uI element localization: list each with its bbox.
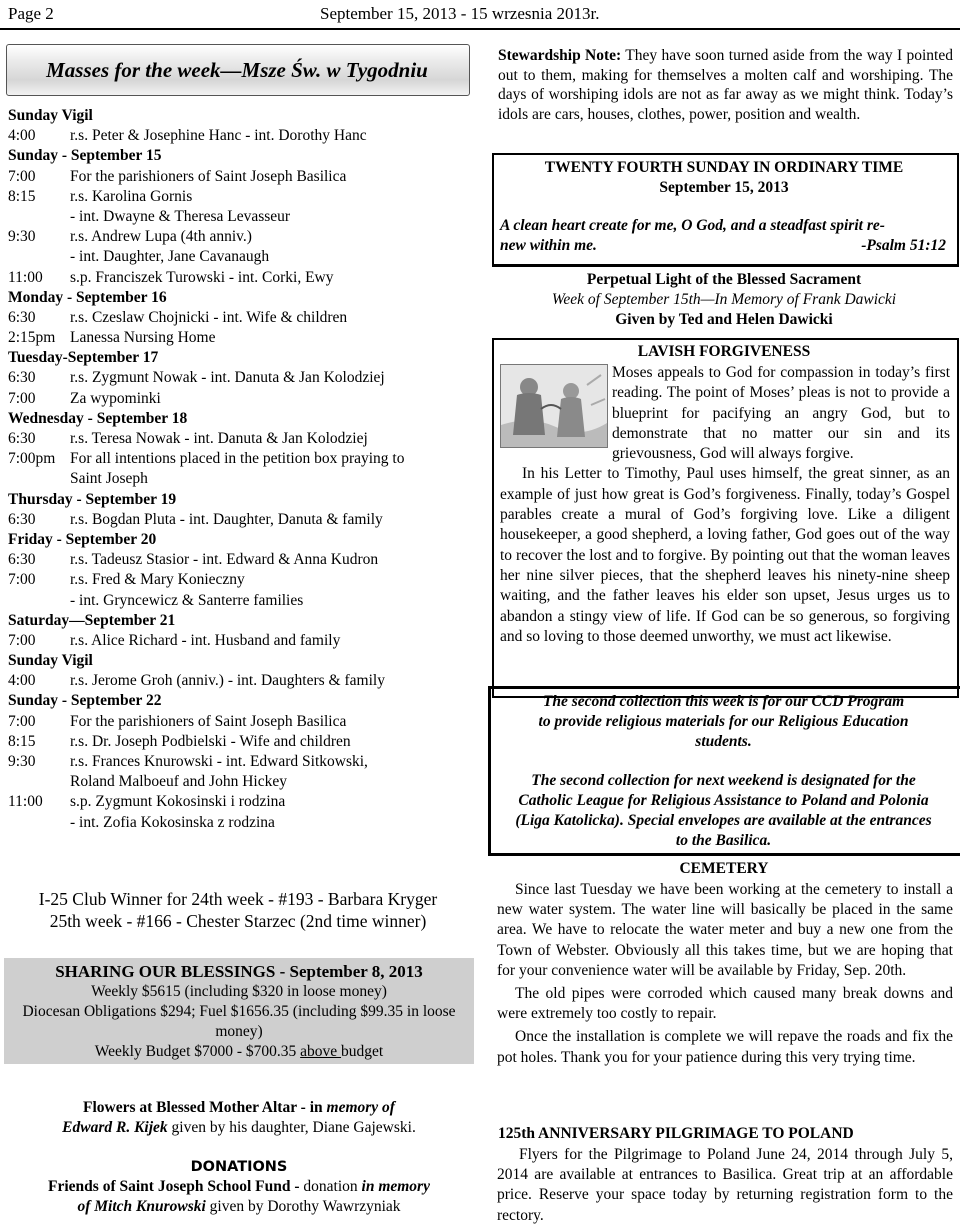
mass-time: 6:30 — [8, 551, 36, 569]
stewardship-label: Stewardship Note: — [498, 47, 622, 64]
header-rule — [0, 28, 960, 30]
flowers-name: Edward R. Kijek — [62, 1119, 168, 1136]
mass-time: 6:30 — [8, 369, 36, 387]
mass-intention: For the parishioners of Saint Joseph Basilica — [70, 712, 347, 730]
mass-intention: r.s. Dr. Joseph Podbielski - Wife and children — [70, 732, 351, 750]
mass-intention-continued: Saint Joseph — [70, 470, 148, 488]
psalm-line-1: A clean heart create for me, O God, and a steadfast spirit re- — [500, 217, 885, 234]
day-heading: Saturday—September 21 — [8, 611, 176, 629]
cemetery-paragraph-2: The old pipes were corroded which caused many break downs and were extremely too costly to repair. — [497, 985, 953, 1023]
donations-giver: given by Dorothy Wawrzyniak — [205, 1198, 401, 1215]
mass-intention-continued: - int. Zofia Kokosinska z rodzina — [70, 813, 275, 831]
page-header — [0, 0, 960, 34]
mass-intention: r.s. Alice Richard - int. Husband and family — [70, 631, 341, 649]
mass-time: 8:15 — [8, 732, 36, 750]
mass-intention: s.p. Franciszek Turowski - int. Corki, Ewy — [70, 268, 334, 286]
mass-row — [8, 368, 478, 388]
lavish-title: LAVISH FORGIVENESS — [637, 343, 811, 360]
psalm-line-2 — [500, 236, 946, 256]
mass-intention: r.s. Tadeusz Stasior - int. Edward & Anna Kudron — [70, 551, 379, 569]
mass-intention-continued: Roland Malboeuf and John Hickey — [70, 773, 287, 791]
mass-intention: r.s. Frances Knurowski - int. Edward Sitkowski, — [70, 753, 368, 770]
mass-row — [8, 712, 478, 732]
mass-intention: r.s. Zygmunt Nowak - int. Danuta & Jan Kolodziej — [70, 369, 385, 387]
sharing-title: SHARING OUR BLESSINGS - September 8, 2013 — [55, 962, 423, 981]
pilgrimage-title: 125th ANNIVERSARY PILGRIMAGE TO POLAND — [498, 1125, 854, 1142]
mass-intention: s.p. Zygmunt Kokosinski i rodzina — [70, 793, 286, 811]
mass-time: 7:00 — [8, 167, 36, 185]
flowers-giver: given by his daughter, Diane Gajewski. — [167, 1119, 416, 1136]
collection-paragraph-2: The second collection for next weekend is designated for the Catholic League for Religious Assistance to Poland and Polonia (Liga Katolicka). Special envelopes are available at the entrances to the Basilica. — [515, 772, 932, 849]
collection-paragraph-1: The second collection this week is for our CCD Program to provide religious materials for our Religious Education students. — [538, 693, 909, 750]
psalm-quote — [500, 216, 946, 256]
mass-time: 7:00 — [8, 389, 36, 407]
sharing-blessings — [4, 962, 474, 1062]
mass-time: 7:00 — [8, 631, 36, 649]
psalm-reference: -Psalm 51:12 — [861, 237, 946, 254]
mass-intention: Lanessa Nursing Home — [70, 329, 216, 347]
sunday-title: TWENTY FOURTH SUNDAY IN ORDINARY TIME — [544, 159, 904, 176]
lavish-text — [500, 363, 950, 647]
flowers-lead: Flowers at Blessed Mother Altar - in — [83, 1099, 327, 1116]
mass-intention: Za wypominki — [70, 389, 161, 407]
mass-intention-continued: - int. Dwayne & Theresa Levasseur — [70, 207, 291, 225]
mass-time: 9:30 — [8, 228, 36, 246]
sharing-budget — [4, 1042, 474, 1062]
mass-time: 6:30 — [8, 308, 36, 326]
mass-time: 2:15pm — [8, 329, 56, 347]
day-heading: Sunday - September 22 — [8, 692, 162, 710]
mass-row — [8, 389, 478, 409]
budget-above: above — [300, 1043, 342, 1060]
day-heading: Sunday Vigil — [8, 652, 93, 670]
i25-club-winners — [0, 888, 476, 932]
day-heading: Tuesday-September 17 — [8, 349, 159, 367]
mass-schedule — [8, 106, 478, 833]
second-collection — [496, 692, 951, 851]
mass-time: 4:00 — [8, 672, 36, 690]
mass-row — [8, 671, 478, 691]
mass-intention: r.s. Bogdan Pluta - int. Daughter, Danuta & family — [70, 510, 383, 528]
mass-intention: r.s. Teresa Nowak - int. Danuta & Jan Kolodziej — [70, 430, 368, 447]
perpetual-light — [494, 270, 954, 330]
cemetery-title: CEMETERY — [679, 860, 769, 877]
mass-intention: For the parishioners of Saint Joseph Basilica — [70, 167, 347, 185]
donations-title: DONATIONS — [190, 1159, 288, 1175]
day-heading: Monday - September 16 — [8, 288, 167, 306]
mass-time: 6:30 — [8, 430, 36, 447]
flowers-memory: memory of — [326, 1099, 395, 1116]
mass-time: 6:30 — [8, 510, 36, 528]
mass-row — [8, 752, 478, 772]
day-heading: Sunday Vigil — [8, 107, 93, 124]
budget-text: Weekly Budget $7000 - $700.35 — [94, 1043, 301, 1060]
mass-intention: r.s. Czeslaw Chojnicki - int. Wife & children — [70, 308, 348, 326]
mass-intention: r.s. Andrew Lupa (4th anniv.) — [70, 228, 252, 246]
mass-row — [8, 268, 478, 288]
mass-intention: r.s. Fred & Mary Konieczny — [70, 571, 245, 589]
mass-intention: r.s. Karolina Gornis — [70, 187, 193, 205]
mass-time: 7:00 — [8, 712, 36, 730]
sunday-box — [494, 158, 954, 254]
day-heading: Sunday - September 15 — [8, 147, 162, 165]
mass-time: 9:30 — [8, 753, 36, 770]
mass-row — [8, 328, 478, 348]
budget-suffix: budget — [341, 1043, 384, 1060]
sharing-diocesan: Diocesan Obligations $294; Fuel $1656.35 (including $99.35 in loose money) — [22, 1003, 456, 1040]
mass-row — [8, 732, 478, 752]
sunday-date: September 15, 2013 — [659, 179, 789, 196]
mass-row — [8, 227, 478, 247]
mass-row — [8, 631, 478, 651]
stewardship-text: They have soon turned aside from the way I pointed out to them, making for themselves a molten calf and worshiping. The days of worshiping idols are not as far away as we might think. Today’s idols are cars, houses, clothes, power, position and wealth. — [498, 47, 953, 123]
mass-intention: For all intentions placed in the petition box praying to — [70, 450, 405, 468]
mass-row — [8, 510, 478, 530]
i25-line-1: I-25 Club Winner for 24th week - #193 - Barbara Kryger — [38, 889, 438, 909]
cemetery-paragraph-1: Since last Tuesday we have been working at the cemetery to install a new water system. The water line will basically be placed in the same area. We have to relocate the water meter and buy a new one from the Town of Webster. Obviously all this takes time, but we are hoping that for your convenience water will be available by Friday, Sep. 20th. — [497, 881, 953, 979]
donations-name: of Mitch Knurowski — [77, 1198, 206, 1215]
mass-row — [8, 187, 478, 207]
flowers-notice — [4, 1098, 474, 1138]
donations-fund: Friends of Saint Joseph School Fund - — [48, 1178, 304, 1195]
day-heading: Thursday - September 19 — [8, 490, 177, 508]
mass-row — [8, 792, 478, 812]
mass-time: 4:00 — [8, 127, 36, 145]
mass-row — [8, 167, 478, 187]
mass-time: 11:00 — [8, 268, 43, 286]
mass-intention: r.s. Peter & Josephine Hanc - int. Dorothy Hanc — [70, 127, 367, 145]
perpetual-week: Week of September 15th—In Memory of Frank Dawicki — [551, 291, 897, 308]
cemetery-text — [497, 880, 953, 1071]
mass-row — [8, 429, 478, 449]
lavish-paragraph-2: In his Letter to Timothy, Paul uses himself, the great sinner, as an example of just how great is God’s forgiveness. Finally, today’s Gospel parables create a mural of God’s forgiving love. Like a diligent housekeeper, a good shepherd, a loving father, God goes out of the way to recover the lost and to forgive. By pointing out that the woman leaves her nine silver pieces, that the shepherd leaves his ninety-nine sheep waiting, and the father leaves his elder son upset, Jesus urges us to abandon a stingy view of life. If God can be so generous, so forgiving and so loving to those deemed unworthy, we must act likewise. — [500, 465, 950, 645]
pilgrimage-text: Flyers for the Pilgrimage to Poland June 24, 2014 through July 5, 2014 are available at entrances to Basilica. Great trip at an affordable price. Reserve your space today by returning registration form to the rectory. — [497, 1146, 953, 1224]
mass-row — [8, 550, 478, 570]
mass-row — [8, 570, 478, 590]
donations-word: donation — [303, 1178, 362, 1195]
mass-time: 8:15 — [8, 187, 36, 205]
mass-intention: r.s. Jerome Groh (anniv.) - int. Daughters & family — [70, 672, 385, 690]
mass-row — [8, 126, 478, 146]
stewardship-note — [498, 46, 953, 124]
mass-time: 7:00 — [8, 571, 36, 589]
perpetual-title: Perpetual Light of the Blessed Sacrament — [586, 271, 862, 288]
mass-row — [8, 449, 478, 469]
cemetery-paragraph-3: Once the installation is complete we will repave the roads and fix the pot holes. Thank you for your patience during this very trying time. — [497, 1028, 953, 1066]
mass-intention-continued: - int. Daughter, Jane Cavanaugh — [70, 248, 270, 266]
donations-memory: in memory — [361, 1178, 430, 1195]
psalm-line-2-text: new within me. — [500, 237, 597, 254]
perpetual-givers: Given by Ted and Helen Dawicki — [615, 311, 833, 328]
masses-title: Masses for the week—Msze Św. w Tygodniu — [46, 58, 428, 82]
mass-intention-continued: - int. Gryncewicz & Santerre families — [70, 591, 304, 609]
page-number: Page 2 — [8, 4, 54, 23]
i25-line-2: 25th week - #166 - Chester Starzec (2nd time winner) — [49, 911, 427, 931]
mass-time: 11:00 — [8, 793, 43, 811]
day-heading: Friday - September 20 — [8, 530, 157, 548]
header-date: September 15, 2013 - 15 wrzesnia 2013r. — [320, 4, 600, 23]
mass-time: 7:00pm — [8, 450, 56, 468]
lavish-paragraph-1: Moses appeals to God for compassion in today’s first reading. The point of Moses’ pleas is not to provide a blueprint for pacifying an angry God, but to demonstrate that no matter our sin and its grievousness, God will always forgive. — [612, 364, 950, 463]
image-spacer — [500, 363, 612, 445]
donations-notice — [4, 1157, 474, 1217]
day-heading: Wednesday - September 18 — [8, 409, 188, 427]
sharing-weekly: Weekly $5615 (including $320 in loose money) — [91, 983, 387, 1000]
mass-row — [8, 308, 478, 328]
